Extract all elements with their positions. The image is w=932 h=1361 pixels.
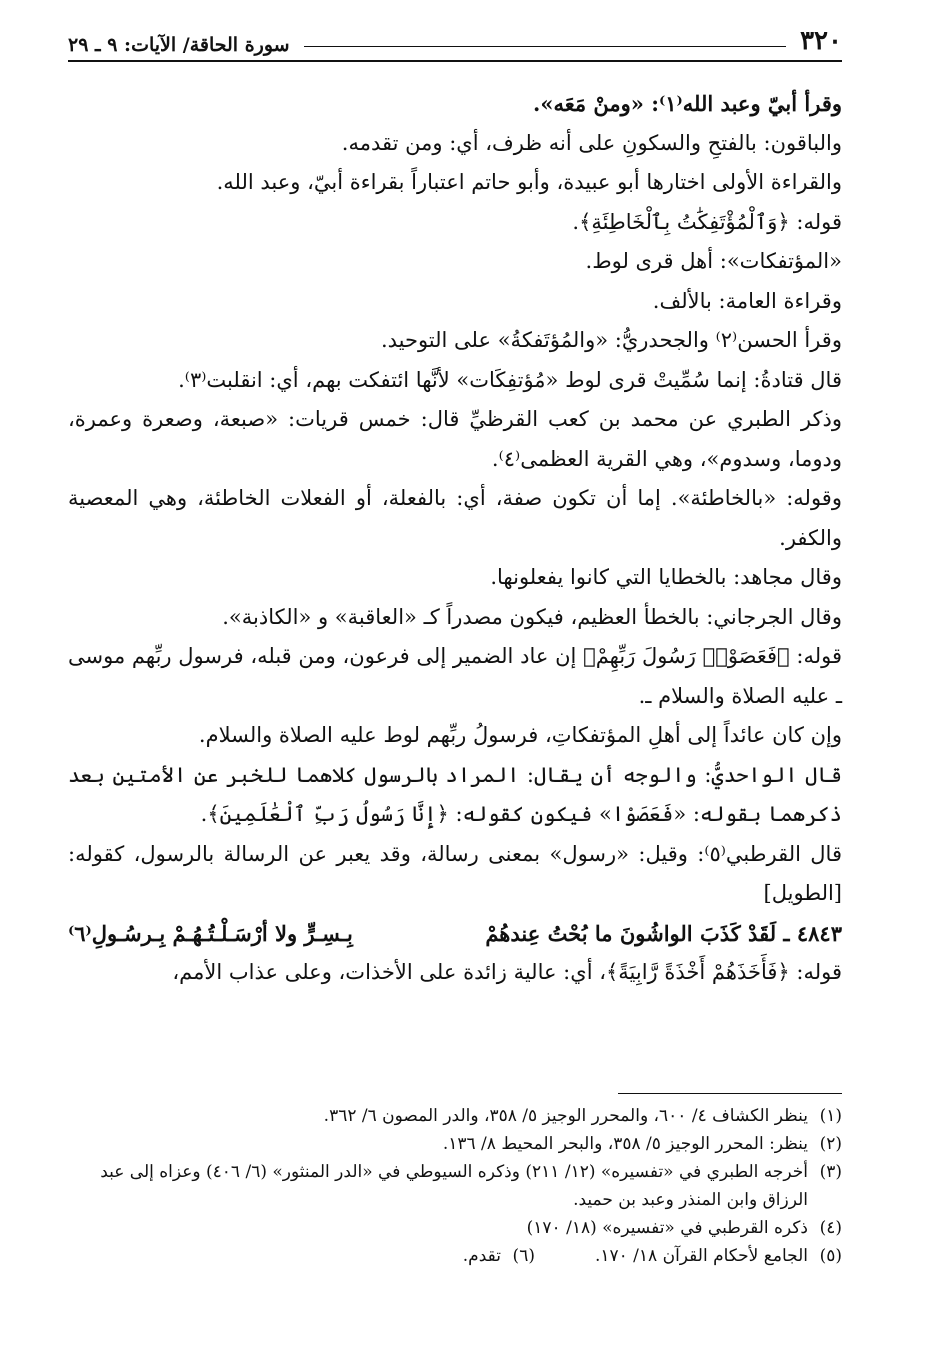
paragraph: وذكر الطبري عن محمد بن كعب القرظيِّ قال: خمس قريات: «صبعة، وصعرة وعمرة، ودوما، وسدوم»، وهي القرية العظمى⁽٤⁾. xyxy=(68,407,842,471)
footnote-number: (٣) xyxy=(819,1162,842,1182)
paragraph: وقال الجرجاني: بالخطأ العظيم، فيكون مصدراً كـ «العاقبة» و «الكاذبة». xyxy=(222,604,842,629)
paragraph: وقوله: «بالخاطئة». إما أن تكون صفة، أي: بالفعلة، أو الفعلات الخاطئة، وهي المعصية والكفر. xyxy=(68,486,842,550)
footnote-number: (١) xyxy=(819,1106,842,1126)
footnote-text: الجامع لأحكام القرآن ١٨/ ١٧٠. xyxy=(594,1246,808,1266)
footnote-text: تقدم. xyxy=(462,1246,501,1266)
paragraph: قوله: ﴿وَٱلْمُؤْتَفِكَٰتُ بِٱلْخَاطِئَةِ﴾. xyxy=(572,209,842,234)
book-page xyxy=(68,0,842,1361)
paragraph: «المؤتفكات»: أهل قرى لوط. xyxy=(585,249,842,273)
footnote xyxy=(68,1102,842,1130)
paragraph: والقراءة الأولى اختارها أبو عبيدة، وأبو حاتم اعتباراً بقراءة أبيّ، وعبد الله. xyxy=(216,170,842,194)
footnote-text: ينظر: المحرر الوجيز ٥/ ٣٥٨، والبحر المحيط ٨/ ١٣٦. xyxy=(442,1134,808,1154)
footnote xyxy=(68,1214,842,1242)
footnote-text: ذكره القرطبي في «تفسيره» (١٨/ ١٧٠) xyxy=(526,1218,808,1238)
main-text xyxy=(68,84,842,993)
footnote-number: (٦) xyxy=(512,1246,535,1266)
footnote-separator xyxy=(618,1093,842,1094)
paragraph: والباقون: بالفتحِ والسكونِ على أنه ظرف، أي: ومن تقدمه. xyxy=(341,130,842,155)
footnote-text: أخرجه الطبري في «تفسيره» (١٢/ ٢١١) وذكره السيوطي في «الدر المنثور» (٦/ ٤٠٦) وعزاه إلى عبد الرزاق وابن المنذر وعبد بن حميد. xyxy=(100,1162,808,1210)
paragraph: وقراءة العامة: بالألف. xyxy=(652,288,842,313)
footnote-number: (٢) xyxy=(819,1134,842,1154)
poem-second-hemistich: بِـسِـرٍّ ولا أرْسَـلْـتُـهُـمْ بِـرسُـولِ⁽٦⁾ xyxy=(68,920,353,946)
footnote xyxy=(463,1242,535,1270)
footnote-number: (٥) xyxy=(819,1246,842,1266)
footnote-number: (٤) xyxy=(819,1218,842,1238)
poem-first-hemistich: ٤٨٤٣ ـ لَقَدْ كَذَبَ الواشُونَ ما بُحْتُ عِندهُمْ xyxy=(485,920,842,946)
paragraph: وقال مجاهد: بالخطايا التي كانوا يفعلونها. xyxy=(490,565,842,589)
page-number: ٣٢٠ xyxy=(800,26,842,56)
paragraph: قال قتادةُ: إنما سُمِّيتْ قرى لوط «مُؤتفِكَات» لأنَّها ائتفكت بهم، أي: انقلبت⁽٣⁾. xyxy=(178,367,842,392)
footnotes xyxy=(68,1102,842,1270)
paragraph: وقرأ أبيّ وعبد الله⁽١⁾: «ومنْ مَعَه». xyxy=(533,91,842,116)
paragraph: قال القرطبي⁽٥⁾: وقيل: «رسول» بمعنى رسالة، وقد يعبر عن الرسالة بالرسول، كقوله: [الطويل] xyxy=(68,841,842,905)
footnote xyxy=(68,1158,842,1214)
page-header xyxy=(68,22,842,62)
poem-verse xyxy=(68,914,842,954)
footnote xyxy=(595,1242,842,1270)
footnote-row xyxy=(68,1242,842,1270)
paragraph: قوله: ﴿فَأَخَذَهُمْ أَخْذَةً رَّابِيَةً﴾، أي: عالية زائدة على الأخذات، وعلى عذاب الأمم، xyxy=(172,960,842,984)
header-rule xyxy=(304,46,787,47)
footnote xyxy=(68,1130,842,1158)
paragraph: قوله: ﴿فَعَصَوْا۟ رَسُولَ رَبِّهِمْ﴾ إن عاد الضمير إلى فرعون، ومن قبله، فرسول ربِّهم موسى ـ عليه الصلاة والسلام ـ. xyxy=(68,644,842,708)
paragraph: قال الواحديُّ: والوجه أن يقال: المراد بالرسول كلاهما للخبر عن الأمتين بعد ذكرهما بقوله: «فَعَصَوْا» فيكون كقوله: ﴿إِنَّا رَسُولُ رَبِّ ٱلْعَٰلَمِينَ﴾. xyxy=(68,762,842,826)
running-head: سورة الحاقة/ الآيات: ٩ ـ ٢٩ xyxy=(68,34,290,56)
paragraph: وقرأ الحسن⁽٢⁾ والجحدريُّ: «والمُؤتَفكةُ» على التوحيد. xyxy=(380,328,842,352)
footnote-text: ينظر الكشاف ٤/ ٦٠٠، والمحرر الوجيز ٥/ ٣٥٨، والدر المصون ٦/ ٣٦٢. xyxy=(323,1106,808,1126)
paragraph: وإن كان عائداً إلى أهلِ المؤتفكاتِ، فرسولُ ربِّهم لوط عليه الصلاة والسلام. xyxy=(198,723,842,747)
